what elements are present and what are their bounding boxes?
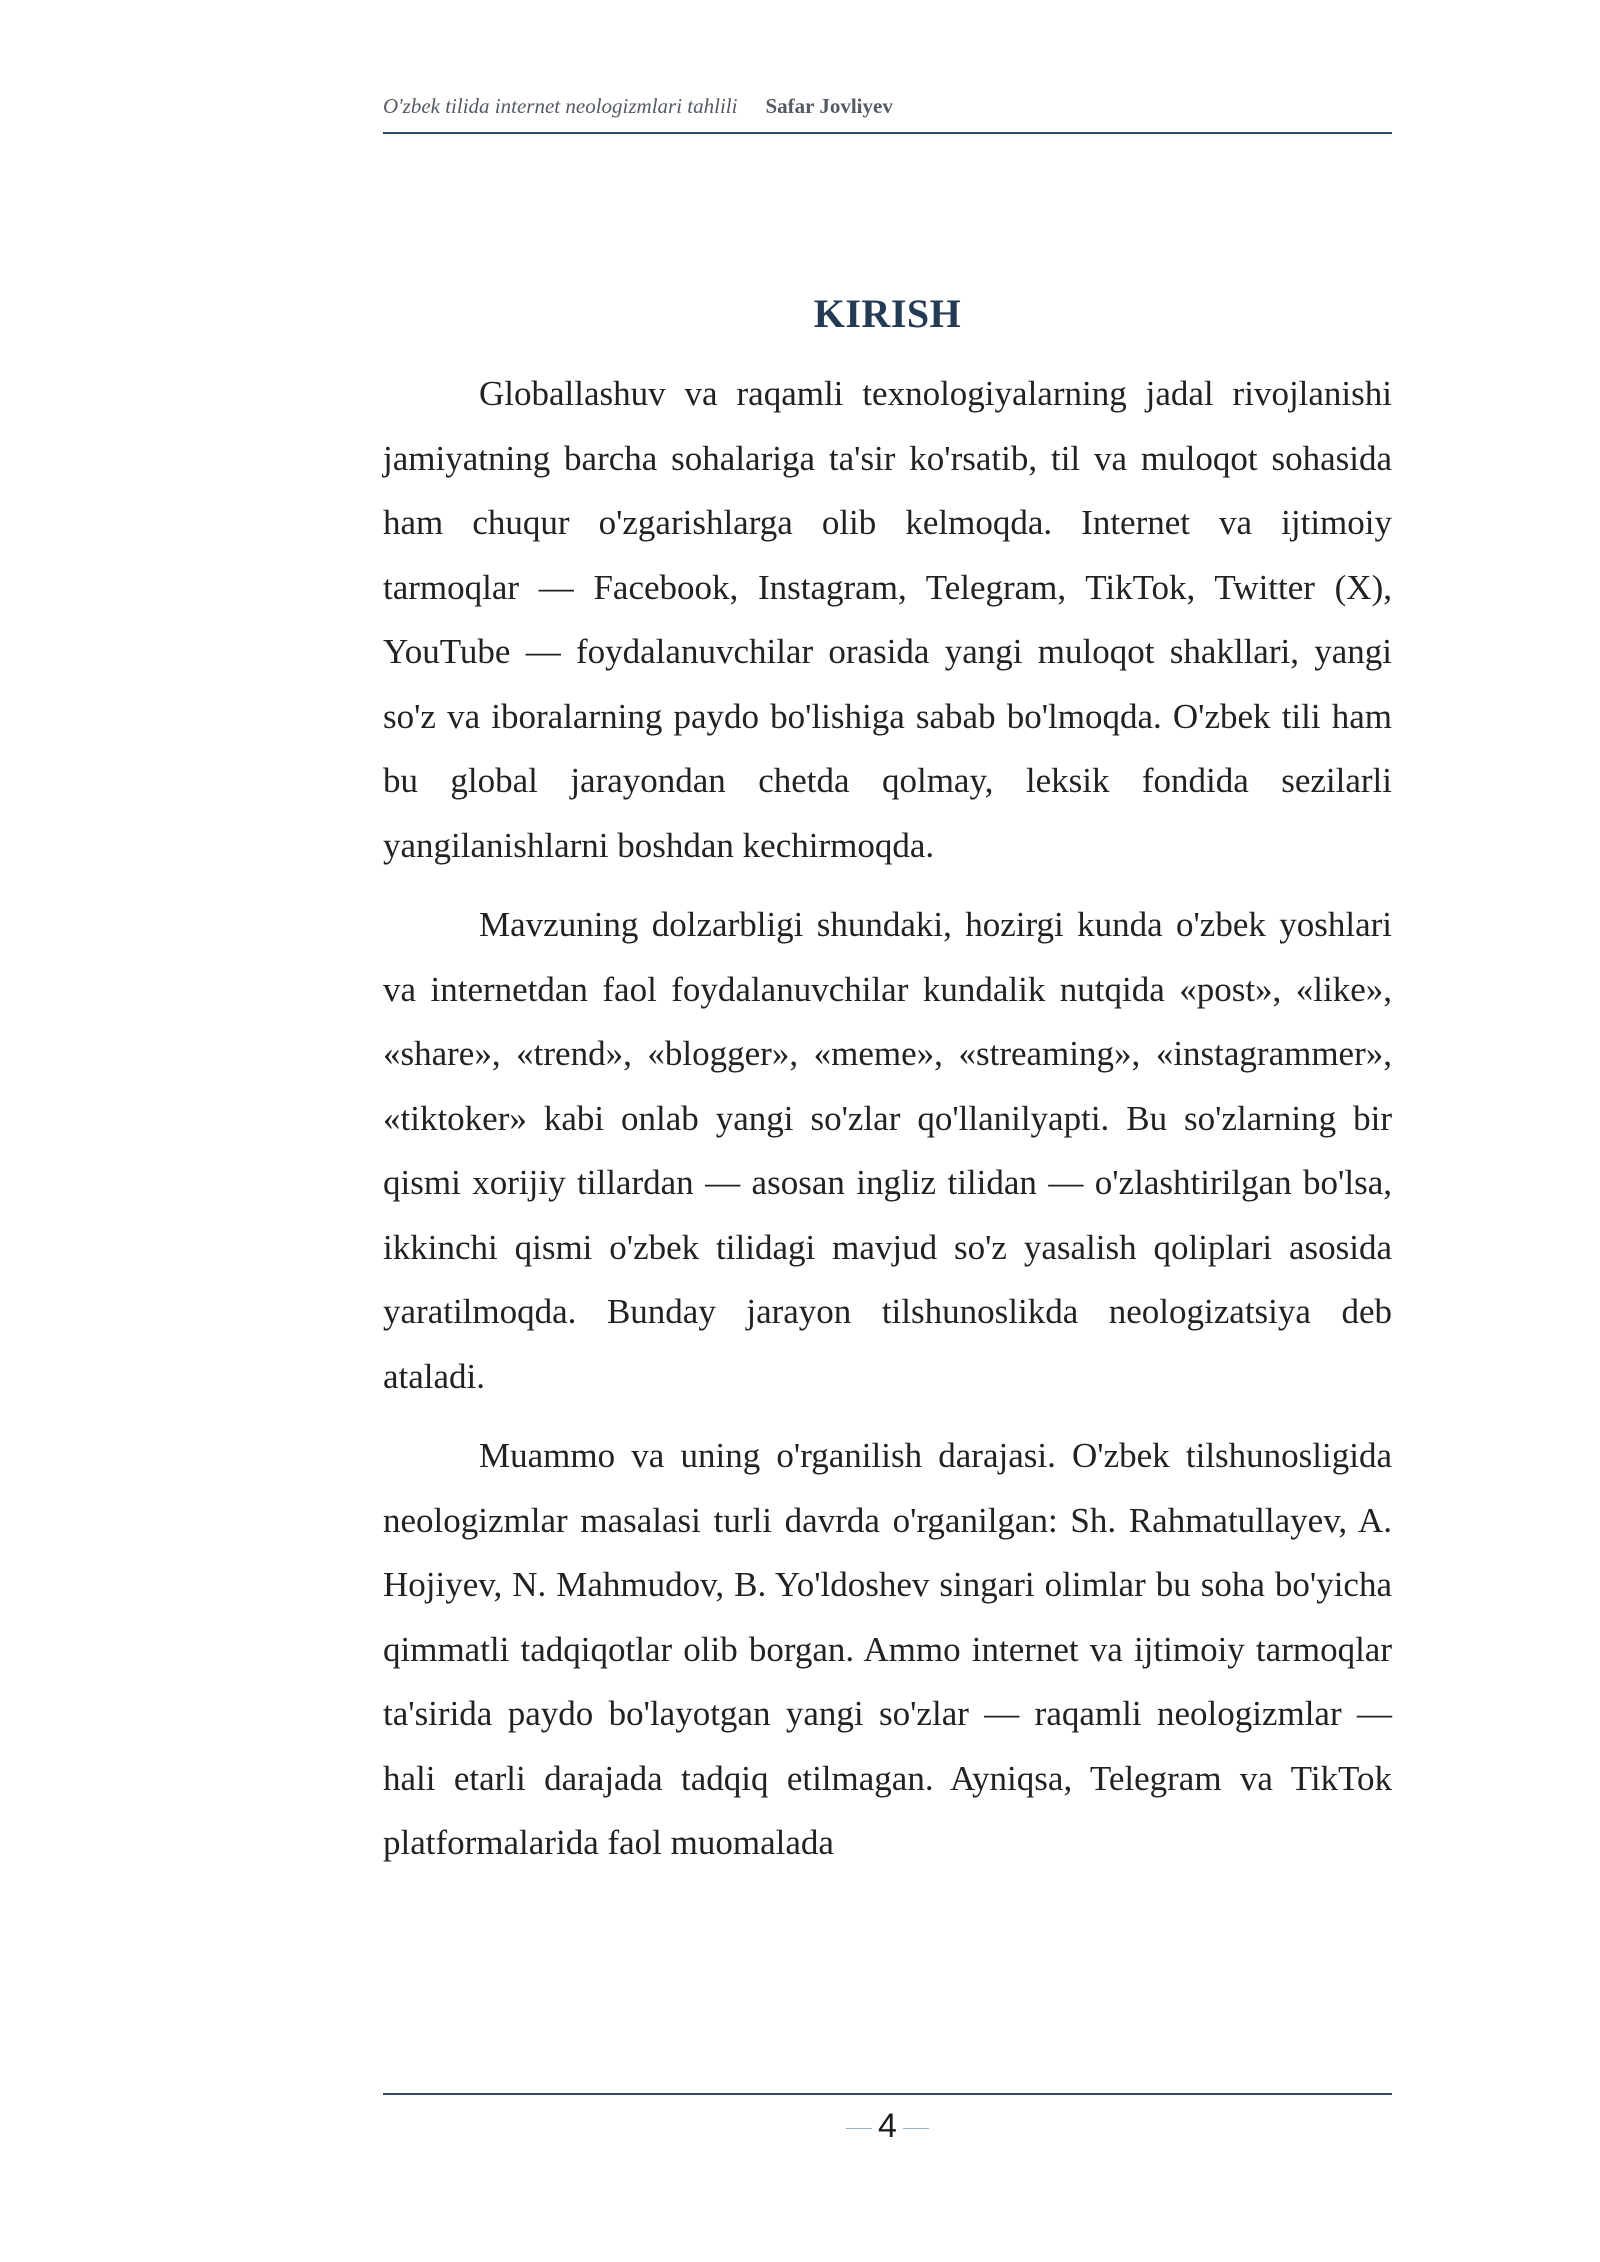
- header-work-title: O'zbek tilida internet neologizmlari tahlili: [383, 94, 738, 118]
- body-text: [383, 362, 1392, 1891]
- header-rule: [383, 132, 1392, 134]
- running-header: [383, 94, 1392, 124]
- page-number-value: 4: [878, 2107, 897, 2145]
- paragraph: Mavzuning dolzarbligi shundaki, hozirgi kunda o'zbek yoshlari va internetdan faol foydalanuvchilar kundalik nutqida «post», «like», «share», «trend», «blogger», «meme», «streaming», «instagrammer», «tiktoker» kabi onlab yangi so'zlar qo'llanilyapti. Bu so'zlarning bir qismi xorijiy tillardan — asosan ingliz tilidan — o'zlashtirilgan bo'lsa, ikkinchi qismi o'zbek tilidagi mavjud so'z yasalish qoliplari asosida yaratilmoqda. Bunday jarayon tilshunoslikda neologizatsiya deb ataladi.: [383, 905, 1392, 1396]
- page-number-right-dash: [903, 2128, 929, 2129]
- section-heading: KIRISH: [813, 291, 962, 336]
- page-number-left-dash: [846, 2128, 872, 2129]
- page-number: [383, 2107, 1392, 2146]
- header-author: Safar Jovliyev: [765, 94, 893, 118]
- footer-rule: [383, 2093, 1392, 2095]
- paragraph: Muammo va uning o'rganilish darajasi. O'zbek tilshunosligida neologizmlar masalasi turli davrda o'rganilgan: Sh. Rahmatullayev, A. Hojiyev, N. Mahmudov, B. Yo'ldoshev singari olimlar bu soha bo'yicha qimmatli tadqiqotlar olib borgan. Ammo internet va ijtimoiy tarmoqlar ta'sirida paydo bo'layotgan yangi so'zlar — raqamli neologizmlar — hali etarli darajada tadqiq etilmagan. Ayniqsa, Telegram va TikTok platformalarida faol muomalada: [383, 1436, 1392, 1862]
- paragraph: Globallashuv va raqamli texnologiyalarning jadal rivojlanishi jamiyatning barcha sohalariga ta'sir ko'rsatib, til va muloqot sohasida ham chuqur o'zgarishlarga olib kelmoqda. Internet va ijtimoiy tarmoqlar — Facebook, Instagram, Telegram, TikTok, Twitter (X), YouTube — foydalanuvchilar orasida yangi muloqot shakllari, yangi so'z va iboralarning paydo bo'lishiga sabab bo'lmoqda. O'zbek tili ham bu global jarayondan chetda qolmay, leksik fondida sezilarli yangilanishlarni boshdan kechirmoqda.: [383, 374, 1392, 865]
